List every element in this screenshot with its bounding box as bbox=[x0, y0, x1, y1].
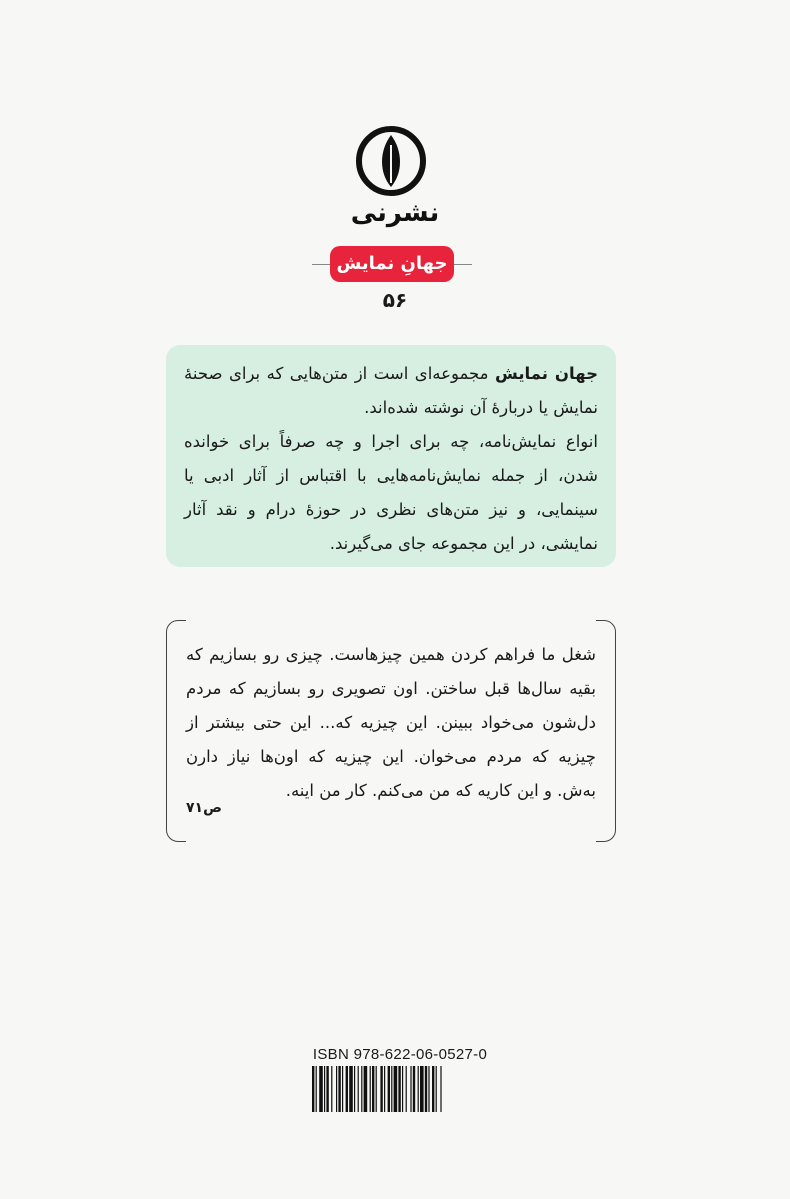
quote-body: شغل ما فراهم کردن همین چیزهاست. چیزی رو بسازیم که بقیه سال‌ها قبل ساختن. اون تصویری رو بسازیم که مردم دل‌شون می‌خواد ببینن. این چیزیه که... این حتی بیشتر از چیزیه که مردم می‌خوان. این چیزیه که اون‌ها نیاز دارن به‌ش. و این کاریه که من می‌کنم. کار من اینه. bbox=[186, 645, 596, 800]
series-description bbox=[166, 345, 616, 567]
isbn-text: ISBN 978-622-06-0527-0 bbox=[312, 1046, 488, 1063]
publisher-logo-icon bbox=[355, 125, 427, 197]
series-badge: جهانِ نمایش bbox=[330, 246, 454, 282]
divider bbox=[312, 264, 330, 265]
series-description-lead: جهان نمایش bbox=[495, 364, 598, 383]
publisher-name: نشرنی bbox=[350, 198, 440, 228]
quote-page-reference: ص۷۱ bbox=[186, 800, 222, 816]
divider bbox=[454, 264, 472, 265]
series-description-body: انواع نمایش‌نامه، چه برای اجرا و چه صرفاً برای خوانده شدن، از جمله نمایش‌نامه‌هایی با اقتباس از آثار ادبی یا سینمایی، و نیز متن‌های نظری در حوزهٔ درام و نقد آثار نمایشی، در این مجموعه جای می‌گیرند. bbox=[184, 432, 598, 553]
series-number: ۵۶ bbox=[382, 288, 408, 312]
quote-text bbox=[186, 638, 596, 808]
series-label bbox=[0, 246, 790, 282]
series-description-intro: مجموعه‌ای است از متن‌هایی که برای صحنهٔ نمایش یا دربارهٔ آن نوشته شده‌اند. bbox=[184, 364, 598, 417]
barcode-icon bbox=[310, 1066, 490, 1112]
